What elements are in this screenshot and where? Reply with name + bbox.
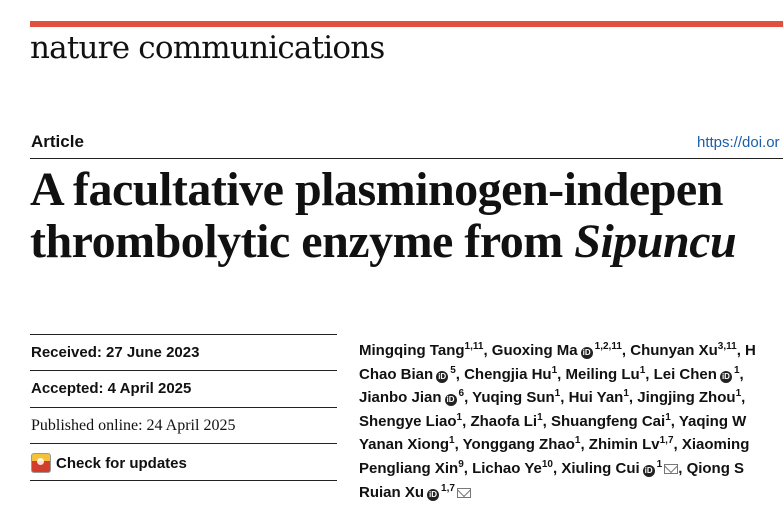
affiliation-superscript: 1 — [449, 435, 455, 447]
author-name[interactable]: Jianbo Jian — [359, 389, 442, 407]
crossmark-icon — [31, 453, 51, 473]
orcid-icon[interactable]: iD — [438, 371, 447, 381]
author-separator: , — [741, 389, 746, 407]
author-name[interactable]: Lichao Ye — [472, 459, 542, 477]
author-separator: , — [463, 459, 473, 477]
author-separator: , H — [736, 342, 756, 359]
received-date: Received: 27 June 2023 — [31, 344, 200, 361]
author-name[interactable]: Guoxing Ma — [491, 342, 578, 359]
author-name[interactable]: Chunyan Xu — [630, 342, 718, 359]
affiliation-superscript: 1,11 — [464, 341, 484, 352]
affiliation-superscript: 1,7 — [659, 435, 674, 447]
author-line — [359, 363, 783, 387]
check-for-updates-link[interactable] — [31, 453, 187, 473]
orcid-icon[interactable]: iD — [446, 395, 455, 405]
article-type-label: Article — [31, 132, 84, 151]
orcid-icon[interactable]: iD — [582, 348, 591, 357]
orcid-icon[interactable]: iD — [429, 489, 438, 499]
author-name[interactable]: Jingjing Zhou — [637, 389, 736, 407]
meta-divider — [30, 334, 337, 335]
journal-name[interactable]: nature communications — [30, 30, 385, 66]
affiliation-superscript: 1 — [656, 458, 663, 470]
affiliation-superscript: 1 — [456, 411, 463, 423]
author-line — [359, 457, 783, 481]
affiliation-superscript: 1,7 — [441, 482, 455, 494]
author-name[interactable]: Chao Bian — [359, 365, 434, 383]
author-name[interactable]: Xiaoming — [681, 436, 750, 454]
meta-divider — [30, 480, 337, 481]
author-name[interactable]: Hui Yan — [568, 389, 624, 407]
author-separator: , — [645, 365, 654, 383]
affiliation-superscript: 1 — [639, 364, 646, 376]
article-title — [30, 164, 783, 268]
author-name[interactable]: Shuangfeng Cai — [551, 412, 666, 430]
author-separator: , — [673, 436, 682, 454]
author-name[interactable]: Ruian Xu — [359, 483, 425, 501]
author-name[interactable]: Zhimin Lv — [588, 436, 660, 454]
affiliation-superscript: 1 — [623, 388, 629, 400]
author-line — [359, 386, 783, 410]
affiliation-superscript: 6 — [458, 388, 465, 400]
affiliation-superscript: 1 — [574, 435, 581, 447]
affiliation-superscript: 5 — [450, 364, 456, 376]
author-name[interactable]: Lei Chen — [653, 365, 717, 383]
email-icon[interactable] — [457, 488, 471, 498]
orcid-icon[interactable]: iD — [644, 465, 653, 475]
author-separator: , — [552, 459, 562, 477]
affiliation-superscript: 1 — [554, 388, 561, 400]
author-name[interactable]: Yanan Xiong — [359, 436, 450, 454]
affiliation-superscript: 1 — [735, 388, 742, 400]
author-name[interactable]: Shengye Liao — [359, 412, 457, 430]
author-name[interactable]: Yuqing Sun — [472, 389, 555, 407]
journal-banner-bar — [30, 21, 783, 27]
author-name[interactable]: Pengliang Xin — [359, 459, 459, 477]
author-list — [359, 339, 783, 504]
author-name[interactable]: Chengjia Hu — [464, 365, 552, 383]
author-separator: , — [557, 365, 566, 383]
title-line-1: A facultative plasminogen-indepen — [30, 164, 723, 216]
author-separator: , — [560, 389, 569, 407]
author-name[interactable]: Qiong S — [686, 459, 745, 477]
affiliation-superscript: 1 — [551, 364, 558, 376]
author-line — [359, 410, 783, 434]
author-separator: , — [628, 389, 638, 407]
author-name[interactable]: Yonggang Zhao — [462, 436, 575, 454]
author-separator: , — [455, 365, 465, 383]
author-name[interactable]: Xiuling Cui — [561, 459, 640, 477]
affiliation-superscript: 1 — [665, 411, 671, 423]
affiliation-superscript: 3,11 — [717, 341, 737, 352]
author-separator: , — [739, 365, 744, 383]
author-name[interactable]: Meiling Lu — [565, 365, 640, 383]
doi-link[interactable]: https://doi.or — [697, 134, 780, 151]
title-line-2: thrombolytic enzyme from Sipuncu — [30, 215, 737, 268]
author-separator: , — [454, 436, 463, 454]
author-separator: , — [580, 436, 589, 454]
accepted-date: Accepted: 4 April 2025 — [31, 380, 192, 397]
meta-divider — [30, 443, 337, 444]
published-date: Published online: 24 April 2025 — [31, 417, 236, 434]
author-separator: , — [462, 412, 471, 430]
meta-divider — [30, 370, 337, 371]
affiliation-superscript: 10 — [541, 458, 553, 470]
author-line — [359, 433, 783, 457]
affiliation-superscript: 1 — [537, 411, 543, 423]
author-separator: , — [542, 412, 552, 430]
affiliation-superscript: 9 — [458, 458, 464, 470]
affiliation-superscript: 1,2,11 — [594, 341, 622, 352]
header-divider — [30, 158, 783, 159]
email-icon[interactable] — [664, 464, 678, 474]
author-name[interactable]: Zhaofa Li — [470, 412, 538, 430]
affiliation-superscript: 1 — [733, 364, 740, 376]
author-separator: , — [670, 412, 679, 430]
author-name[interactable]: Mingqing Tang — [359, 342, 465, 359]
author-separator: , — [621, 342, 631, 359]
author-separator: , — [678, 459, 687, 477]
author-separator: , — [464, 389, 473, 407]
author-line — [359, 339, 783, 363]
check-for-updates-label: Check for updates — [56, 454, 187, 472]
author-name[interactable]: Yaqing W — [678, 412, 747, 430]
author-separator: , — [483, 342, 492, 359]
author-line — [359, 481, 783, 505]
meta-divider — [30, 407, 337, 408]
orcid-icon[interactable]: iD — [721, 371, 730, 381]
